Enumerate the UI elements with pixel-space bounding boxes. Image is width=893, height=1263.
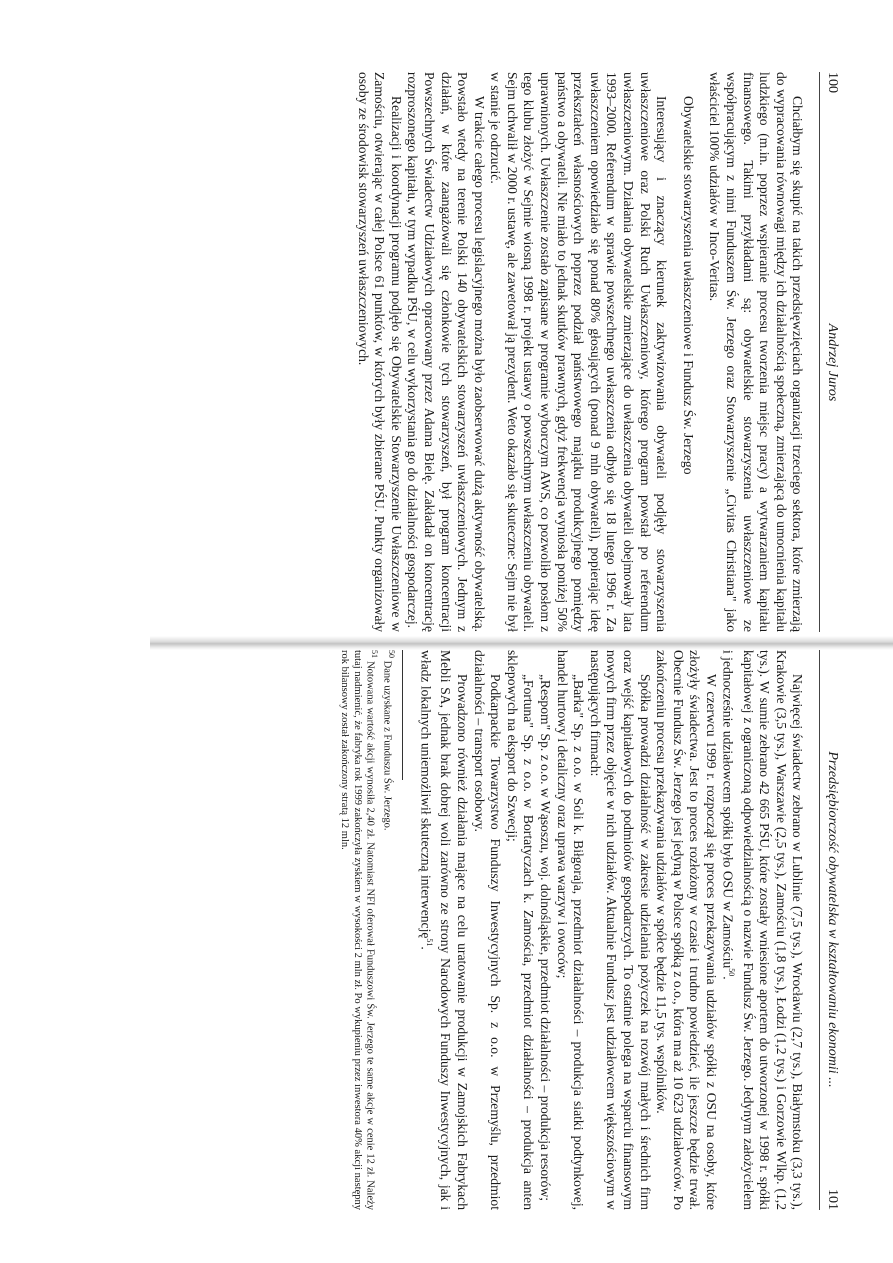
list-item: „Barka" Sp. z o.o. w Soli k. Biłgoraja, przedmiot działalności – produkcja siatki podtynkowej, handel hurtowy i detaliczny oraz uprawa warzyw i owoców; <box>554 650 587 1210</box>
paragraph: Spółka prowadzi działalność w zakresie udzielania pożyczek na rozwój małych i średnich firm oraz wejść kapitałowych do podmiotów gospodarczych. To ostatnie polega na wsparciu finansowym nowych firm przez objęcie w nich udziałów. Aktualnie Fundusz jest udziałowcem większościowym w następujących firmach: <box>587 650 653 1210</box>
paragraph: W czerwcu 1999 r. rozpoczął się proces przekazywania udziałów spółki z OSU na osoby, które złożyły świadectwa. Jest to proces rozłożony w czasie i trudno powiedzieć, ile jeszcze będzie trwał. Obecnie Fundusz Św. Jerzego jest jedyną w Polsce spółką z o.o., która ma aż 10 623 udziałowców. Po zakończeniu procesu przekazywania udziałów w spółce będzie 11,5 tys. wspólników. <box>654 650 719 1210</box>
paragraph: Realizacji i koordynacji programu podjęło się Obywatelskie Stowarzyszenie Uwłaszczeniowe w Zamościu, otwierając w całej Polsce 61 punktów, w których były zbierane PŚU. Punkty organizowały osoby ze środowisk stowarzyszeń uwłaszczeniowych. <box>355 72 404 632</box>
footnote-ref: 50 <box>727 968 737 977</box>
footnote: $^{51}$ Notowana wartość akcji wynosiła 2,40 zł. Natomiast NFI oferował Funduszowi Św. Jerzego te same akcje w cenie 12 zł. Należy tutaj nadmienić, że fabryka rok 1999 zakończyła zyskiem w wysokości 2 mln zł. Po wykupieniu przez inwestora 40% akcji następny rok bilansowy został zakończony stratą 12 mln. <box>339 650 379 1211</box>
page-100 <box>100 72 840 632</box>
list-item: Podkarpackie Towarzystwo Funduszy Inwestycyjnych Sp. z o.o. w Przemyślu, przedmiot działalności – transport osobowy. <box>471 650 504 1210</box>
paragraph: Interesujący i znaczący kierunek zaktywizowania obywateli podjęły stowarzyszenia uwłaszczeniowe oraz Polski Ruch Uwłaszczeniowy, którego program powstał po referendum uwłaszczeniowym. Działania obywatelskie zmierzające do uwłaszczenia obywateli obejmowały lata 1993–2000. Referendum w sprawie powszechnego uwłaszczenia odbyło się 18 lutego 1996 r. Za uwłaszczeniem opowiedziało się ponad 80% głosujących (ponad 9 mln obywateli), popierając ideę przekształceń własnościowych poprzez podział państwowego majątku produkcyjnego pomiędzy państwo a obywateli. Nie miało to jednak skutków prawnych, gdyż frekwencja wyniosła poniżej 50% uprawnionych. Uwłaszczenie zostało zapisane w programie wyborczym AWS, co pozwoliło posłom z tego klubu złożyć w Sejmie wiosną 1998 r. projekt ustawy o powszechnym uwłaszczeniu obywateli. Sejm uchwalił w 2000 r. ustawę, ale zawetował ją prezydent. Weto okazało się skuteczne: Sejm nie był w stanie je odrzucić. <box>488 72 670 632</box>
page-number: 100 <box>825 72 840 93</box>
section-heading: Obywatelskie stowarzyszenia uwłaszczeniowe i Fundusz Św. Jerzego <box>680 96 696 475</box>
page-number: 101 <box>825 1188 840 1210</box>
paragraph: W trakcie całego procesu legislacyjnego można było zaobserwować dużą aktywność obywatelską. Powstało wtedy na terenie Polski 140 obywatelskich stowarzyszeń uwłaszczeniowych. Jednym z działań, w które zaangażowali się członkowie tych stowarzyszeń, był program koncentracji Powszechnych Świadectw Udziałowych opracowany przez Adama Bielę. Zakładał on koncentrację rozproszonego kapitału, w tym wypadku PŚU, w celu wykorzystania go do działalności gospodarczej. <box>405 72 487 632</box>
running-head-title: Przedsiębiorczość obywatelska w kształtowaniu ekonomii ... <box>825 751 840 1088</box>
footnote: $^{50}$ Dane uzyskane z Funduszu Św. Jerzego. <box>381 650 396 831</box>
running-head <box>819 650 840 1210</box>
list-item: „Respom" Sp. z o.o. w Wąsoszu, woj. dolnośląskie, przedmiot działalności – produkcja resorów; <box>537 674 553 1202</box>
paragraph: Prowadzono również działania mające na celu uratowanie produkcji w Zamojskich Fabrykach Mebli SA, jednak brak dobrej woli zarówno ze strony Narodowych Funduszy Inwestycyjnych, jak i władz lokalnych uniemożliwił skuteczną interwencję$^{51}$. <box>418 650 470 1210</box>
book-gutter-shadow <box>150 636 893 650</box>
paragraph: Chciałbym się skupić na takich przedsięwzięciach organizacji trzeciego sektora, które zmierzają do wypracowania równowagi między ich działalnością społeczną, zmierzającą do umocnienia kapitału ludzkiego (m.in. poprzez wspieranie procesu tworzenia miejsc pracy) a wytwarzaniem kapitału finansowego. Takimi przykładami są: obywatelskie stowarzyszenia uwłaszczeniowe ze współpracującym z nimi Funduszem Św. Jerzego oraz Stowarzyszenie „Civitas Christiana" jako właściciel 100% udziałów w Inco-Veritas. <box>707 72 806 632</box>
running-head-title: Andrzej Juros <box>825 323 840 402</box>
list-item: „Fortuna" Sp. z o.o. w Bortatyczach k. Zamościa, przedmiot działalności – produkcja anten sklepowych na eksport do Szwecji; <box>504 650 537 1210</box>
running-head <box>819 72 840 632</box>
footnote-ref: 51 <box>424 938 434 947</box>
footnote-divider <box>402 650 403 780</box>
page-101 <box>100 650 840 1210</box>
paragraph: Najwięcej świadectw zebrano w Lublinie (7,5 tys.), Wrocławiu (2,7 tys.), Białymstoku (3,3 tys.), Krakowie (3,5 tys.), Warszawie (2,5 tys.), Zamościu (1,8 tys.), Łodzi (1,2 tys.) i Gorzowie Wlkp. (1,2 tys.). W sumie zebrano 42 665 PŚU, które zostały wniesione aportem do utworzonej w 1998 r. spółki kapitałowej z ograniczoną odpowiedzialnością o nazwie Fundusz Św. Jerzego. Jedynym założycielem i jednocześnie udziałowcem spółki było OSU w Zamościu$^{50}$. <box>720 650 806 1210</box>
